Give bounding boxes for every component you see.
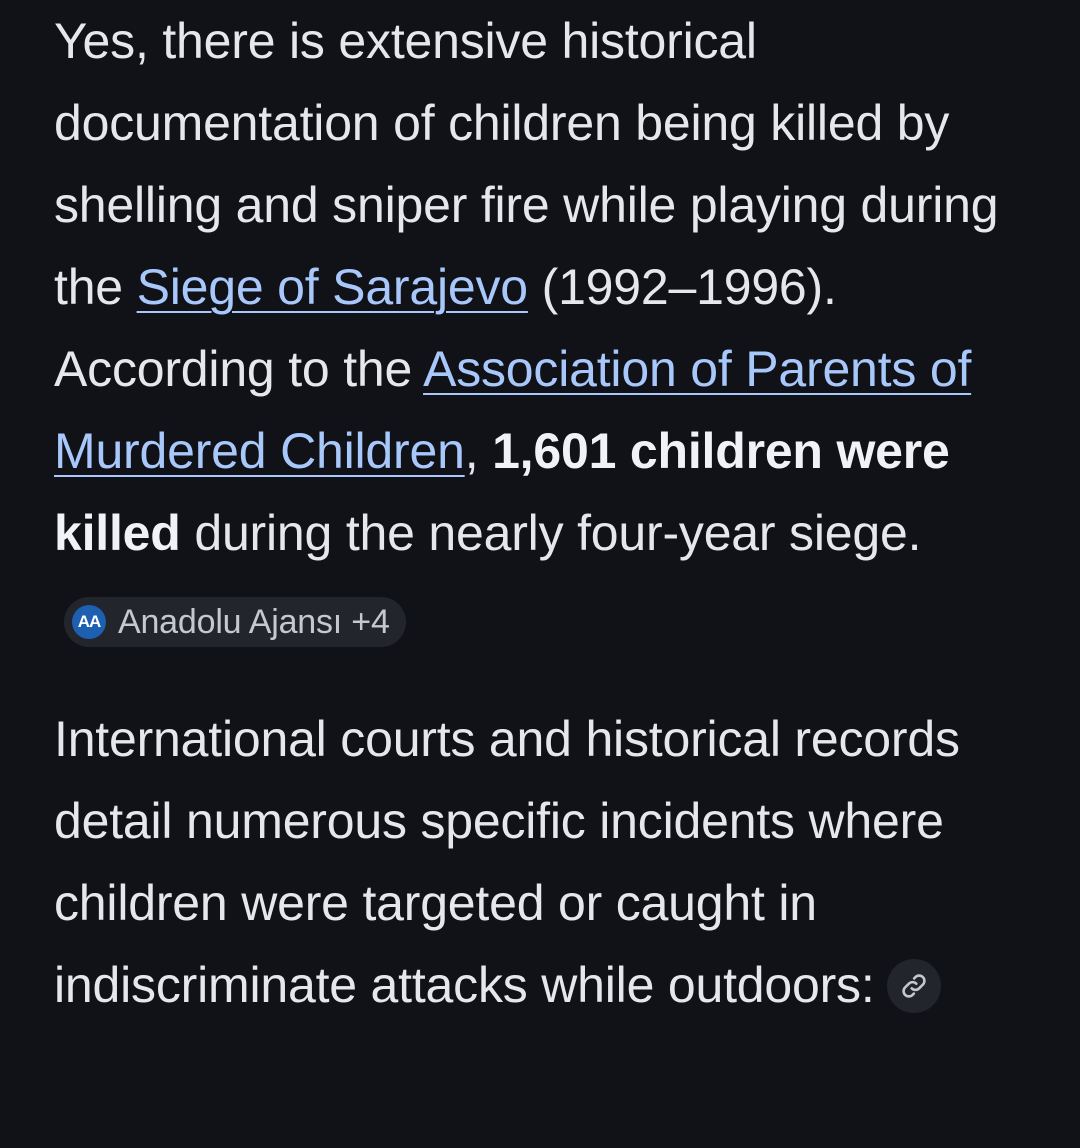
source-chip-label: Anadolu Ajansı +4 bbox=[118, 603, 390, 641]
siege-of-sarajevo-link[interactable]: Siege of Sarajevo bbox=[136, 259, 528, 315]
bold-statistic: 1,601 children were killed bbox=[54, 423, 950, 561]
anadolu-agency-logo-icon: AA bbox=[72, 605, 106, 639]
answer-paragraph-2 bbox=[54, 698, 1034, 1026]
paragraph-text: , bbox=[464, 423, 493, 479]
answer-paragraph-1 bbox=[54, 0, 1034, 656]
association-parents-murdered-children-link[interactable]: Association of Parents of Murdered Children bbox=[54, 341, 972, 479]
paragraph-text: Yes, there is extensive historical documentation of children being killed by shelling and sniper fire while playing during the bbox=[54, 13, 999, 315]
ai-answer bbox=[54, 0, 1034, 1026]
source-chip-anadolu[interactable] bbox=[64, 597, 406, 647]
paragraph-text: (1992–1996). According to the bbox=[54, 259, 837, 397]
paragraph-text: International courts and historical records detail numerous specific incidents where children were targeted or caught in indiscriminate attacks while outdoors: bbox=[54, 711, 960, 1013]
link-icon bbox=[900, 972, 928, 1000]
link-chip-button[interactable] bbox=[887, 959, 941, 1013]
paragraph-text: during the nearly four-year siege. bbox=[180, 505, 922, 561]
